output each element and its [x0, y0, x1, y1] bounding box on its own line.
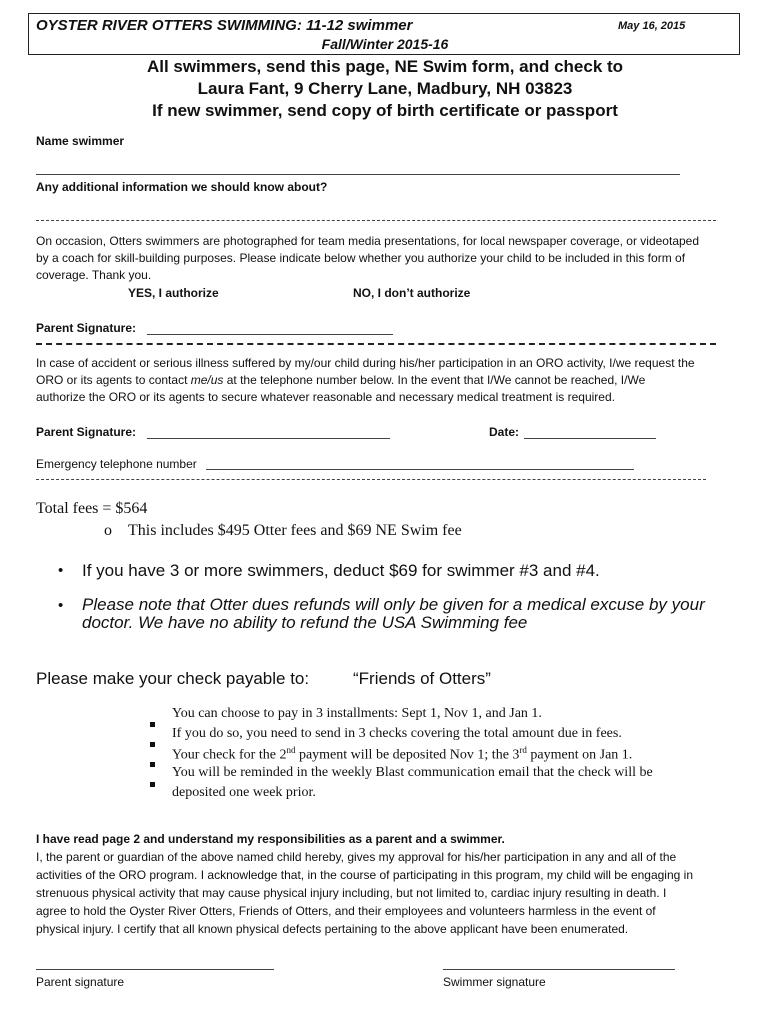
date-field[interactable]	[524, 438, 656, 439]
agreement-line: agree to hold the Oyster River Otters, Friends of Otters, and their employees and volunteers harmless in the event of	[36, 904, 656, 918]
payment-item-4: You will be reminded in the weekly Blast communication email that the check will be	[172, 765, 653, 780]
season-label: Fall/Winter 2015-16	[321, 36, 449, 52]
payable-to-label: Please make your check payable to:	[36, 669, 310, 688]
yes-authorize-option[interactable]: YES, I authorize	[128, 286, 219, 300]
swimmer-signature-line[interactable]	[443, 969, 675, 970]
form-date: May 16, 2015	[618, 20, 686, 32]
square-bullet-icon	[150, 734, 155, 752]
emergency-phone-field[interactable]	[206, 469, 634, 470]
total-fees: Total fees = $564	[36, 500, 148, 517]
bullet-icon: •	[58, 597, 64, 614]
agreement-line: strenuous physical activity that may cause physical injury including, but not limited to, cardiac injury resulting in death. I	[36, 886, 667, 900]
agreement-line: I, the parent or guardian of the above named child hereby, gives my approval for his/her participation in any and all of the	[36, 850, 677, 864]
parent-signature-field-1[interactable]	[147, 334, 393, 335]
agreement-line: activities of the ORO program. I acknowledge that, in the course of participating in this program, my child will be engaging in	[36, 868, 693, 882]
payee-name: “Friends of Otters”	[353, 669, 491, 688]
parent-signature-label-1: Parent Signature:	[36, 321, 137, 335]
name-swimmer-field[interactable]	[36, 174, 680, 175]
refund-note-line-2: doctor. We have no ability to refund the USA Swimming fee	[82, 613, 528, 632]
refund-note-line-1: Please note that Otter dues refunds will only be given for a medical excuse by your	[82, 595, 705, 614]
agreement-heading: I have read page 2 and understand my responsibilities as a parent and a swimmer.	[36, 832, 505, 846]
swimmer-signature-caption: Swimmer signature	[443, 975, 546, 989]
square-bullet-icon	[150, 754, 155, 772]
name-swimmer-label: Name swimmer	[36, 134, 125, 148]
photo-consent-text-2: by a coach for skill-building purposes. Please indicate below whether you authorize your child to be included in this form of	[36, 251, 686, 265]
payment-item-3: Your check for the 2nd payment will be deposited Nov 1; the 3rd payment on Jan 1.	[172, 745, 633, 763]
bullet-icon: •	[58, 562, 64, 579]
no-authorize-option[interactable]: NO, I don’t authorize	[353, 286, 471, 300]
deduction-note: If you have 3 or more swimmers, deduct $69 for swimmer #3 and #4.	[82, 561, 600, 580]
payment-item-1: You can choose to pay in 3 installments: Sept 1, Nov 1, and Jan 1.	[172, 706, 542, 721]
medical-consent-text-2: ORO or its agents to contact me/us at the telephone number below. In the event that I/We cannot be reached, I/We	[36, 373, 646, 387]
photo-consent-text-1: On occasion, Otters swimmers are photographed for team media presentations, for local newspaper coverage, or videotaped	[36, 234, 700, 248]
parent-signature-line[interactable]	[36, 969, 274, 970]
parent-signature-caption: Parent signature	[36, 975, 125, 989]
section-divider-1	[36, 343, 716, 345]
section-divider-2	[36, 479, 706, 480]
agreement-line: physical injury. I certify that all known physical defects pertaining to the above applicant have been enumerated.	[36, 922, 629, 936]
instruction-line-1: All swimmers, send this page, NE Swim form, and check to	[146, 57, 624, 76]
date-label: Date:	[489, 425, 520, 439]
parent-signature-field-2[interactable]	[147, 438, 390, 439]
emergency-phone-label: Emergency telephone number	[36, 457, 197, 471]
fee-breakdown: This includes $495 Otter fees and $69 NE Swim fee	[128, 522, 462, 539]
fee-breakdown-marker: o	[104, 522, 112, 539]
medical-consent-text-1: In case of accident or serious illness suffered by my/our child during his/her participation in an ORO activity, I/we request the	[36, 356, 695, 370]
square-bullet-icon	[150, 714, 155, 732]
instruction-line-3: If new swimmer, send copy of birth certificate or passport	[152, 101, 618, 120]
payment-item-4-cont: deposited one week prior.	[172, 785, 316, 800]
square-bullet-icon	[150, 774, 155, 792]
medical-consent-text-3: authorize the ORO or its agents to secure whatever reasonable and necessary medical treatment is required.	[36, 390, 615, 404]
parent-signature-label-2: Parent Signature:	[36, 425, 137, 439]
additional-info-field[interactable]	[36, 220, 716, 221]
instruction-line-2: Laura Fant, 9 Cherry Lane, Madbury, NH 03823	[197, 79, 573, 98]
additional-info-label: Any additional information we should know about?	[36, 180, 328, 194]
photo-consent-text-3: coverage. Thank you.	[36, 268, 152, 282]
payment-item-2: If you do so, you need to send in 3 checks covering the total amount due in fees.	[172, 726, 622, 741]
form-title: OYSTER RIVER OTTERS SWIMMING: 11-12 swimmer	[36, 17, 413, 34]
